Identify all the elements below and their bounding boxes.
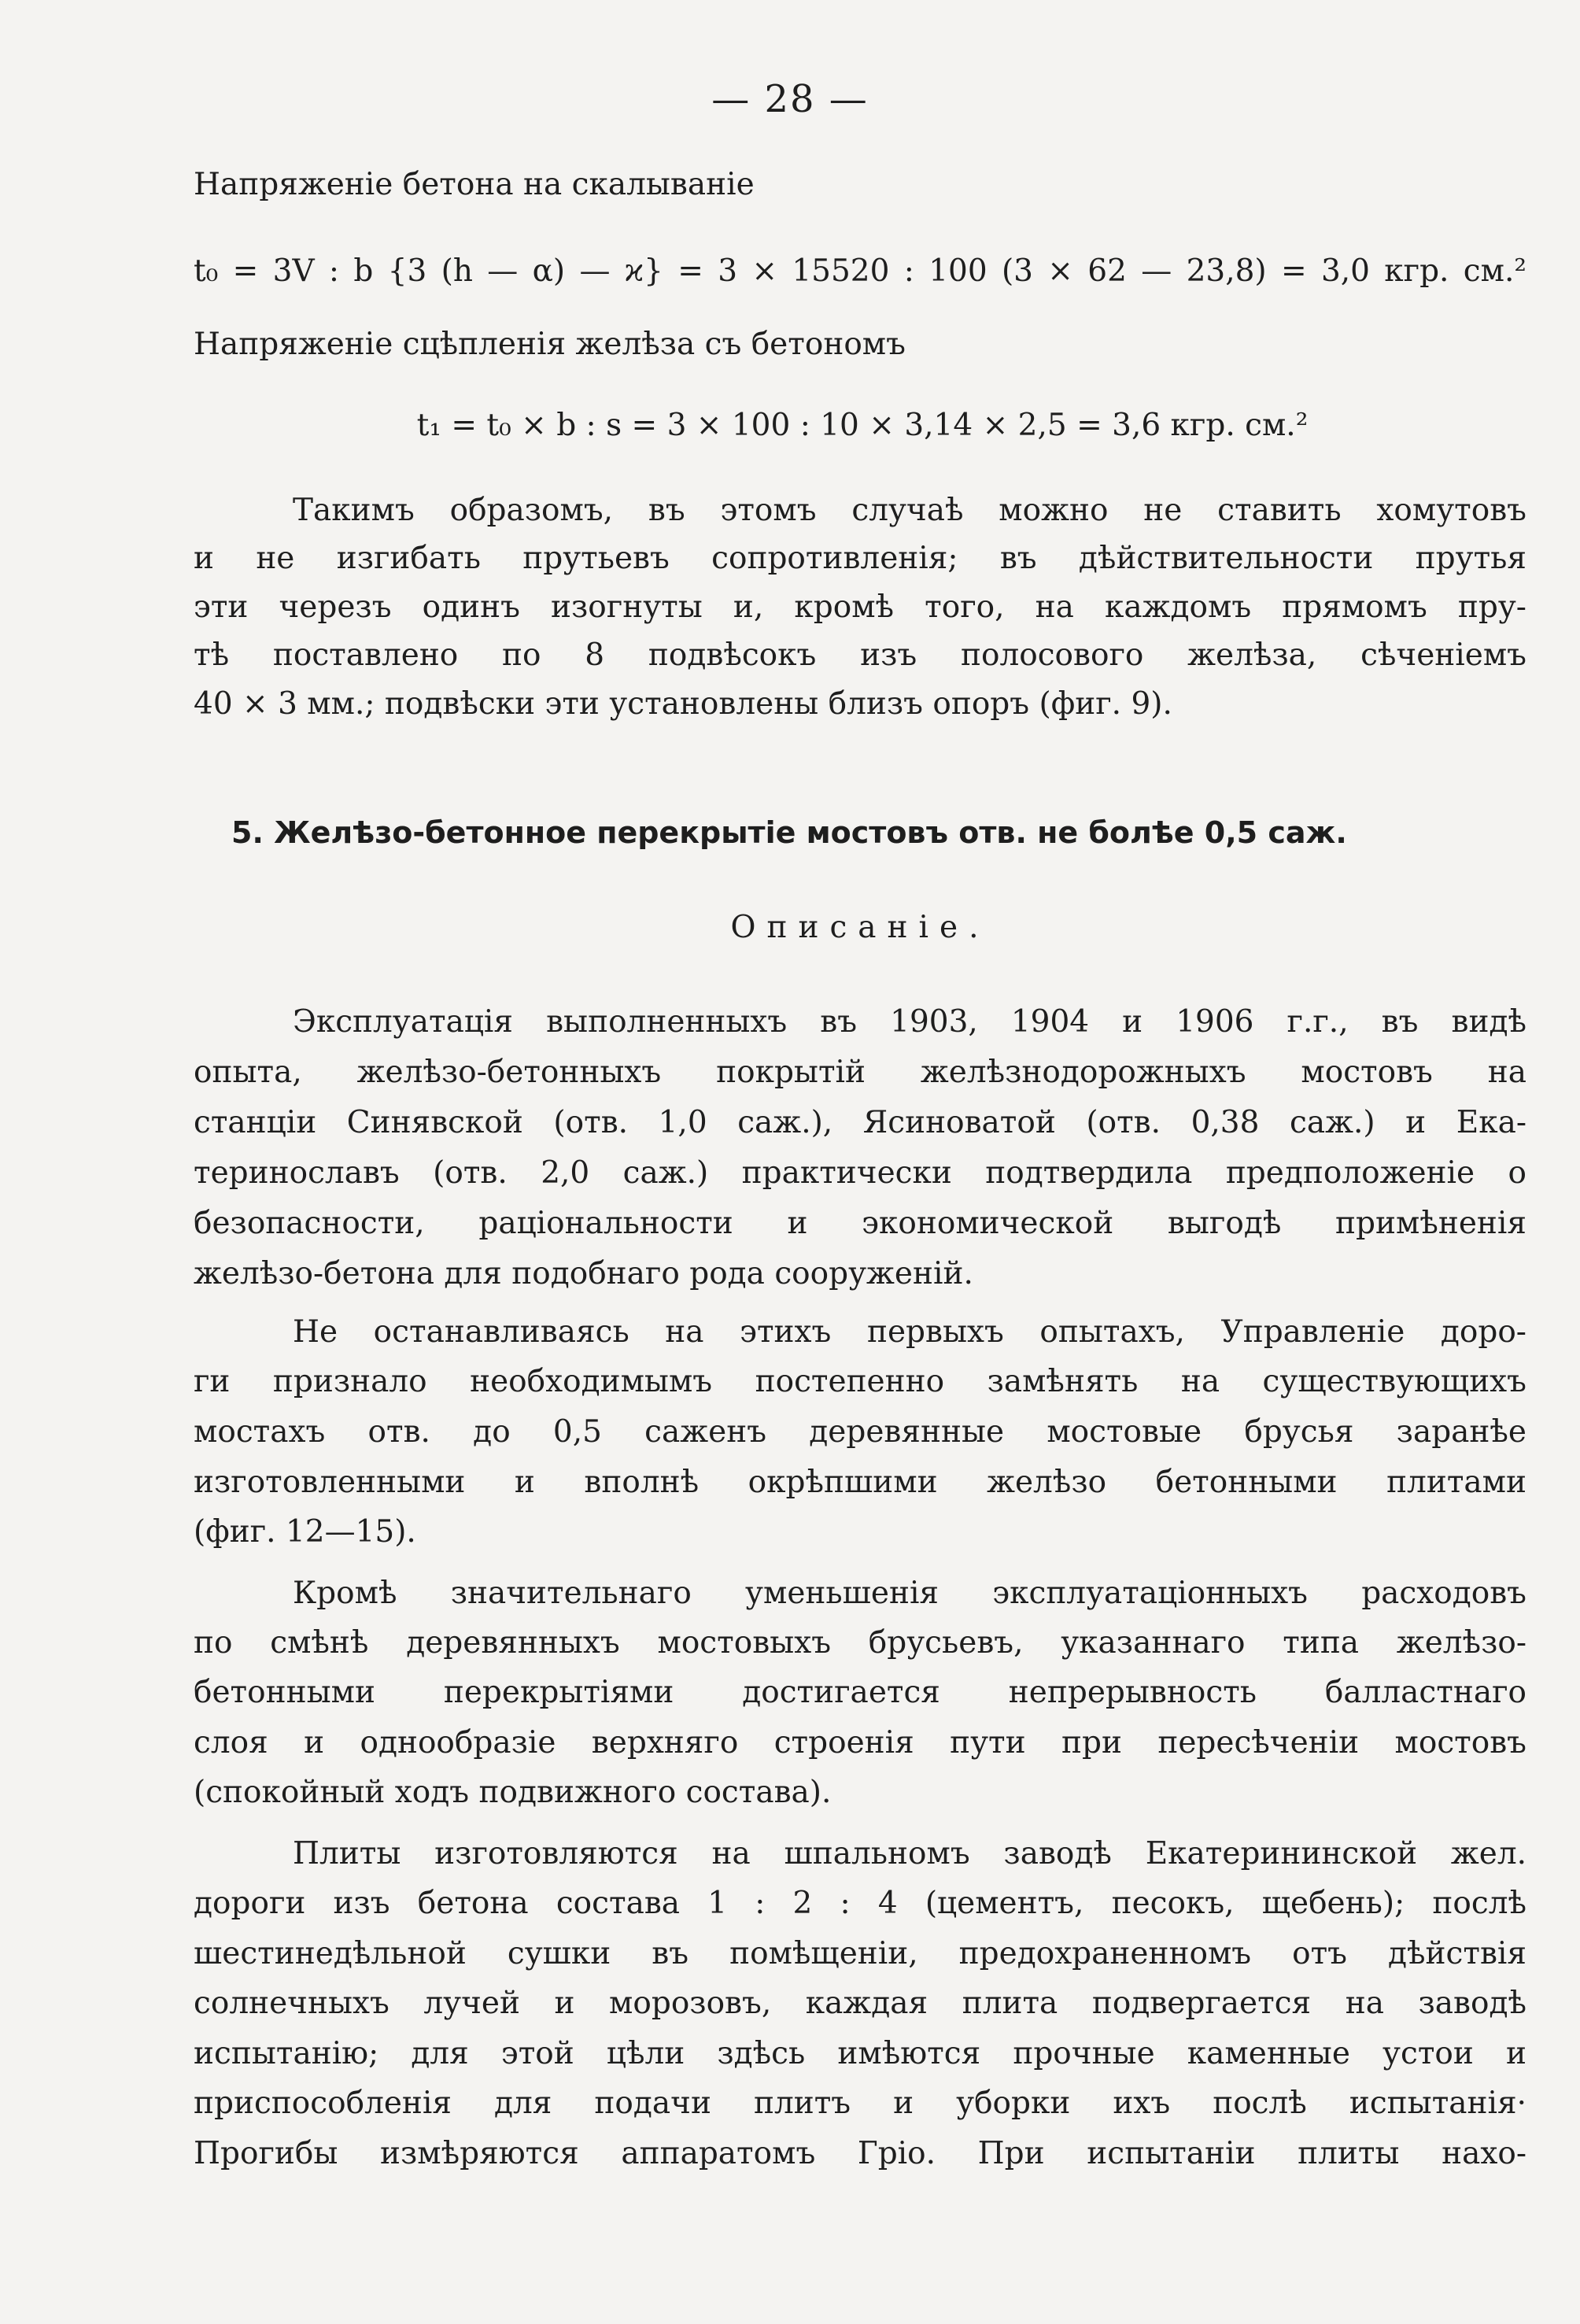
- text-line: шестинедѣльной сушки въ помѣщеніи, предохраненномъ отъ дѣйствія: [194, 1936, 1526, 1971]
- text-line: Кромѣ значительнаго уменьшенія эксплуатаціонныхъ расходовъ: [293, 1576, 1526, 1611]
- text-line: Плиты изготовляются на шпальномъ заводѣ Екатерининской жел.: [293, 1836, 1526, 1871]
- formula-shear-stress: t₀ = 3V : b {3 (h — α) — ϰ} = 3 × 15520 : 100 (3 × 62 — 23,8) = 3,0 кгр. см.²: [194, 253, 1526, 289]
- text-line: Не останавливаясь на этихъ первыхъ опытахъ, Управленіе доро-: [293, 1314, 1526, 1350]
- text-line: Эксплуатація выполненныхъ въ 1903, 1904 и 1906 г.г., въ видѣ: [293, 1004, 1526, 1040]
- text-line: теринославъ (отв. 2,0 саж.) практически подтвердила предположеніе о: [194, 1155, 1526, 1191]
- text-line: изготовленными и вполнѣ окрѣпшими желѣзо бетонными плитами: [194, 1465, 1526, 1500]
- text-line: тѣ поставлено по 8 подвѣсокъ изъ полосового желѣза, сѣченіемъ: [194, 637, 1526, 673]
- text-line: приспособленія для подачи плитъ и уборки ихъ послѣ испытанія·: [194, 2086, 1526, 2121]
- text-line: безопасности, раціональности и экономической выгодѣ примѣненія: [194, 1206, 1526, 1241]
- section-heading: 5. Желѣзо-бетонное перекрытіе мостовъ отв. не болѣе 0,5 саж.: [231, 815, 1347, 850]
- text-line: 40 × 3 мм.; подвѣски эти установлены близъ опоръ (фиг. 9).: [194, 686, 1172, 722]
- text-line: слоя и однообразіе верхняго строенія пути при пересѣченіи мостовъ: [194, 1725, 1526, 1761]
- text-line: Прогибы измѣряются аппаратомъ Гріо. При испытаніи плиты нахо-: [194, 2136, 1526, 2171]
- page-number: — 28 —: [711, 77, 869, 121]
- text-line: испытанію; для этой цѣли здѣсь имѣются прочные каменные устои и: [194, 2036, 1526, 2071]
- text-line: бетонными перекрытіями достигается непрерывность балластнаго: [194, 1675, 1526, 1710]
- formula-bond-stress: t₁ = t₀ × b : s = 3 × 100 : 10 × 3,14 × 2,5 = 3,6 кгр. см.²: [416, 408, 1309, 443]
- text-line: дороги изъ бетона состава 1 : 2 : 4 (цементъ, песокъ, щебень); послѣ: [194, 1886, 1526, 1921]
- text-line: желѣзо-бетона для подобнаго рода сооруженій.: [194, 1256, 973, 1291]
- text-line: опыта, желѣзо-бетонныхъ покрытій желѣзнодорожныхъ мостовъ на: [194, 1055, 1526, 1090]
- text-line: ги признало необходимымъ постепенно замѣнять на существующихъ: [194, 1364, 1526, 1399]
- text-line: Такимъ образомъ, въ этомъ случаѣ можно не ставить хомутовъ: [293, 493, 1526, 528]
- text-line: солнечныхъ лучей и морозовъ, каждая плита подвергается на заводѣ: [194, 1986, 1526, 2021]
- text-line: (спокойный ходъ подвижного состава).: [194, 1775, 832, 1810]
- text-line: Напряженіе бетона на скалываніе: [194, 167, 755, 202]
- subheading: Описаніе.: [730, 910, 990, 945]
- text-line: и не изгибать прутьевъ сопротивленія; въ дѣйствительности прутья: [194, 541, 1526, 576]
- text-line: (фиг. 12—15).: [194, 1514, 416, 1550]
- text-line: по смѣнѣ деревянныхъ мостовыхъ брусьевъ, указаннаго типа желѣзо-: [194, 1625, 1526, 1661]
- text-line: Напряженіе сцѣпленія желѣза съ бетономъ: [194, 327, 906, 362]
- text-line: мостахъ отв. до 0,5 саженъ деревянные мостовые брусья заранѣе: [194, 1414, 1526, 1450]
- text-line: эти черезъ одинъ изогнуты и, кромѣ того, на каждомъ прямомъ пру-: [194, 589, 1526, 625]
- text-line: станціи Синявской (отв. 1,0 саж.), Ясиноватой (отв. 0,38 саж.) и Ека-: [194, 1105, 1526, 1140]
